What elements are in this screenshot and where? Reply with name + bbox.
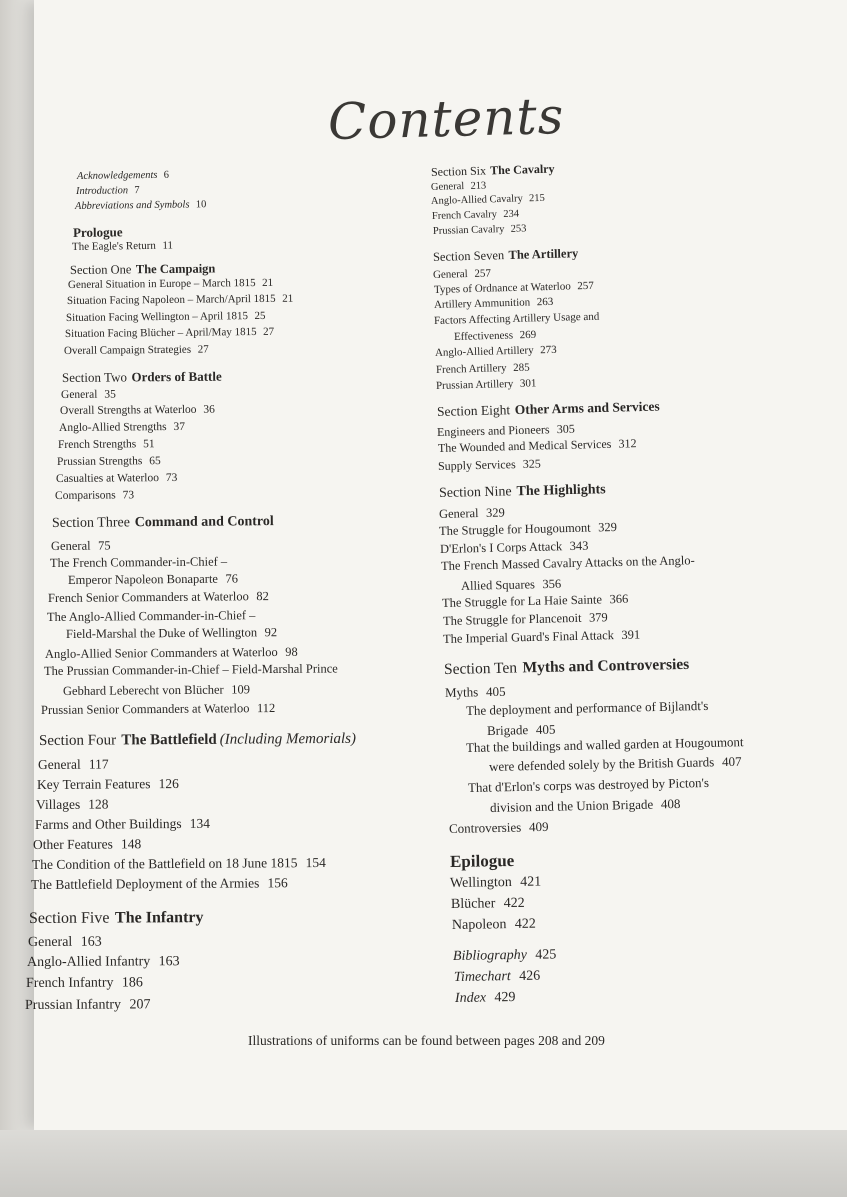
toc-entry [64,344,209,357]
toc-entry [455,991,516,1006]
section-heading [70,262,215,276]
toc-entry [450,876,541,891]
entry-page-number: 329 [598,519,618,535]
toc-entry [48,590,269,604]
entry-label: Comparisons [54,489,116,502]
page-title: Contents [327,86,565,152]
entry-label: General [27,934,73,950]
toc-entry [77,171,169,183]
entry-label: Prussian Strengths [56,455,143,468]
entry-page-number: 301 [519,377,537,390]
entry-label: Controversies [448,819,522,836]
entry-label: Farms and Other Buildings [34,815,182,832]
entry-label: Napoleon [451,917,507,933]
entry-page-number: 269 [519,328,537,342]
toc-entry [60,405,215,418]
entry-page-number: 126 [158,776,179,792]
entry-label: General [430,181,465,193]
toc-entry [41,702,275,717]
entry-label: Artillery Ammunition [433,296,531,311]
entry-label: Bibliography [452,947,527,964]
entry-page-number: 186 [121,975,143,991]
entry-page-number: 305 [556,421,575,437]
section-label: Section One [69,262,132,277]
toc-entry [55,490,134,502]
toc-entry [32,856,326,872]
toc-entry [57,456,161,468]
entry-page-number: 207 [129,997,151,1013]
entry-page-number: 117 [88,756,109,772]
toc-entry [65,327,274,340]
entry-page-number: 36 [203,403,215,416]
entry-page-number: 21 [282,292,294,305]
section-title: Myths and Controversies [522,655,690,677]
entry-label: Overall Campaign Strategies [63,343,192,357]
toc-entry [47,609,255,623]
entry-label: The Struggle for Plancenoit [442,610,582,628]
section-note: (Including Memorials) [219,730,357,748]
entry-label: Anglo-Allied Senior Commanders at Waterloo [44,644,278,661]
section-title: The Cavalry [489,161,555,178]
entry-label: French Artillery [435,362,507,376]
entry-page-number: 73 [122,489,135,502]
section-label: Section Three [51,515,130,531]
entry-page-number: 10 [195,199,207,211]
toc-entry [445,685,506,699]
entry-label: Gebhard Leberecht von Blücher [62,682,224,698]
entry-label: French Strengths [57,438,137,451]
entry-page-number: 426 [519,968,541,984]
toc-entry [487,723,556,737]
section-title: The Artillery [508,246,579,263]
section-heading [39,732,356,749]
entry-label: Index [454,990,487,1006]
entry-page-number: 257 [577,279,594,293]
entry-label: Casualties at Waterloo [55,472,160,485]
section-heading [62,370,222,384]
entry-label: The French Commander-in-Chief – [49,554,228,570]
toc-entry [66,311,266,324]
entry-label: Emperor Napoleon Bonaparte [67,571,219,587]
section-label: Section Ten [443,659,518,678]
entry-label: General [50,538,91,553]
entry-label: General Situation in Europe – March 1815 [67,277,256,291]
section-title: The Battlefield [121,731,217,749]
toc-entry [454,330,536,343]
entry-page-number: 75 [97,538,111,553]
entry-page-number: 253 [510,223,527,235]
entry-page-number: 82 [256,589,269,604]
section-heading [52,515,274,531]
toc-entry [63,683,250,697]
entry-page-number: 421 [520,874,542,890]
section-label: Section Four [38,732,117,749]
entry-label: The Struggle for Hougoumont [438,520,591,538]
footnote: Illustrations of uniforms can be found between pages 208 and 209 [248,1033,605,1048]
entry-page-number: 409 [528,818,549,835]
entry-label: Effectiveness [453,329,514,343]
toc-entry [451,897,525,912]
entry-label: Factors Affecting Artillery Usage and [433,310,600,327]
toc-entry [61,390,116,402]
toc-entry [72,241,173,253]
entry-page-number: 163 [80,934,102,950]
entry-label: Anglo-Allied Cavalry [430,193,523,207]
entry-label: That d'Erlon's corps was destroyed by Picton's [467,774,710,795]
entry-label: General [60,388,98,401]
entry-page-number: 405 [535,721,556,737]
entry-page-number: 405 [485,683,506,700]
entry-label: Situation Facing Napoleon – March/April 1815 [66,292,276,307]
toc-entry [28,936,102,950]
entry-page-number: 156 [267,875,288,891]
toc-entry [452,918,536,933]
entry-label: The Battlefield Deployment of the Armies [30,875,260,892]
entry-label: The Imperial Guard's Final Attack [442,628,615,646]
section-heading [29,910,204,927]
entry-label: French Infantry [25,975,114,991]
entry-page-number: 27 [197,343,209,356]
section-title: The Highlights [516,482,606,500]
section-title: The Infantry [114,909,204,927]
toc-entry [67,294,293,307]
entry-label: Supply Services [437,457,516,473]
section-label: Section Six [430,163,487,179]
toc-entry [75,200,206,212]
entry-page-number: 92 [264,625,278,640]
toc-entry [25,998,151,1013]
entry-page-number: 98 [285,644,298,659]
entry-label: Introduction [75,185,129,197]
entry-label: Anglo-Allied Strengths [58,421,167,434]
entry-label: Prussian Infantry [24,997,122,1013]
toc-entry [51,539,111,552]
entry-page-number: 213 [470,180,487,192]
section-heading [431,163,555,178]
toc-entry [50,555,227,569]
entry-label: Wellington [449,875,512,891]
entry-label: The Condition of the Battlefield on 18 June 1815 [31,855,298,872]
entry-label: Acknowledgements [76,169,158,182]
entry-label: The Struggle for La Haie Sainte [441,592,603,610]
section-title: Other Arms and Services [514,398,660,418]
entry-label: D'Erlon's I Corps Attack [439,539,563,556]
entry-page-number: 163 [158,954,180,970]
toc-entry [35,817,210,832]
entry-label: Villages [35,796,81,812]
entry-page-number: 109 [231,682,251,697]
entry-page-number: 408 [660,796,681,812]
entry-label: The Anglo-Allied Commander-in-Chief – [46,608,256,624]
entry-page-number: 422 [514,916,536,933]
entry-page-number: 356 [542,576,562,592]
entry-label: The deployment and performance of Bijlandt's [465,697,709,718]
entry-label: Prussian Artillery [435,377,514,392]
entry-page-number: 325 [522,456,541,471]
toc-entry [56,473,177,486]
toc-entry [438,457,541,472]
entry-page-number: 257 [474,267,492,280]
entry-label: The Wounded and Medical Services [437,436,612,455]
entry-label: Engineers and Pioneers [436,422,550,439]
entry-page-number: 407 [721,753,742,770]
section-label: Section Two [61,369,128,385]
toc-entry [68,573,238,587]
entry-page-number: 51 [143,438,155,451]
entry-page-number: 312 [618,436,637,451]
entry-page-number: 6 [163,169,170,181]
toc-entry [27,955,180,970]
section-title: Orders of Battle [131,368,222,385]
entry-label: General [438,506,479,521]
entry-page-number: 37 [173,420,186,434]
entry-page-number: 73 [165,471,178,485]
toc-entry [453,948,556,964]
section-label: Section Nine [438,484,512,501]
entry-label: The Eagle's Return [71,239,156,253]
entry-page-number: 7 [134,185,140,197]
entry-page-number: 11 [162,239,174,252]
entry-page-number: 379 [588,610,608,625]
entry-page-number: 65 [149,455,161,468]
entry-label: General [432,268,468,281]
entry-page-number: 425 [535,947,557,963]
toc-entry [58,439,155,451]
entry-page-number: 112 [256,700,276,716]
entry-page-number: 215 [528,192,545,205]
prologue-title: Prologue [72,224,123,240]
toc-entry [26,976,143,991]
toc-entry [454,970,540,985]
entry-label: Brigade [486,722,529,738]
toc-entry [76,186,140,197]
entry-page-number: 234 [503,208,520,221]
entry-page-number: 329 [485,505,505,520]
entry-page-number: 128 [88,796,109,812]
entry-page-number: 35 [104,388,116,401]
entry-page-number: 154 [305,854,326,871]
entry-label: French Senior Commanders at Waterloo [47,589,249,605]
entry-label: Prussian Cavalry [432,224,505,237]
entry-page-number: 391 [621,627,641,642]
toc-entry [38,758,109,772]
section-label: Section Eight [436,402,511,419]
entry-page-number: 285 [512,361,530,374]
toc-entry [490,797,681,814]
entry-label: General [37,756,81,772]
epilogue-heading [450,852,515,870]
toc-entry [461,578,561,593]
entry-label: Situation Facing Blücher – April/May 1815 [64,325,257,340]
entry-page-number: 422 [503,895,525,912]
entry-label: Abbreviations and Symbols [74,199,190,212]
toc-entry [449,820,549,835]
entry-label: Types of Ordnance at Waterloo [433,280,571,296]
entry-page-number: 76 [225,571,239,586]
section-title: Command and Control [134,514,274,531]
entry-page-number: 366 [609,591,629,607]
entry-page-number: 21 [262,276,274,289]
entry-label: division and the Union Brigade [489,796,654,815]
entry-label: French Cavalry [431,209,498,222]
entry-label: Anglo-Allied Artillery [434,344,534,359]
toc-entry [33,837,141,851]
toc-entry [439,507,505,521]
toc-entry [68,278,273,291]
toc-entry [59,422,185,435]
entry-label: Situation Facing Wellington – April 1815 [65,310,248,324]
prologue-heading [73,225,123,239]
entry-page-number: 343 [569,538,589,554]
entry-page-number: 134 [189,815,211,831]
entry-label: Allied Squares [460,577,536,593]
toc-entry [66,626,277,640]
toc-entry [36,797,109,811]
entry-label: The French Massed Cavalry Attacks on the Anglo- [440,553,695,573]
entry-label: Key Terrain Features [36,776,151,792]
toc-entry [431,181,487,193]
epilogue-title: Epilogue [449,850,515,871]
entry-label: That the buildings and walled garden at Hougoumont [465,734,744,755]
entry-label: The Prussian Commander-in-Chief – Field-Marshal Prince [43,661,338,678]
entry-page-number: 429 [494,990,516,1006]
toc-entry [433,268,491,281]
section-label: Section Seven [432,248,505,264]
entry-page-number: 27 [263,325,275,338]
entry-page-number: 273 [540,343,557,357]
toc-entry [31,876,288,891]
entry-label: Prussian Senior Commanders at Waterloo [40,701,250,717]
toc-entry [45,646,298,661]
entry-label: Blücher [450,896,496,912]
entry-label: were defended solely by the British Guards [488,754,715,774]
toc-entry [44,662,338,677]
entry-page-number: 148 [120,836,142,852]
entry-label: Overall Strengths at Waterloo [59,403,197,417]
entry-label: Anglo-Allied Infantry [26,954,151,970]
entry-page-number: 25 [254,309,266,323]
section-label: Section Five [28,909,110,927]
table-surface [0,1130,847,1197]
entry-label: Timechart [453,969,511,985]
section-title: The Campaign [135,261,216,277]
entry-label: Myths [444,684,479,700]
entry-page-number: 263 [536,295,554,309]
entry-label: Field-Marshal the Duke of Wellington [65,625,258,641]
entry-label: Other Features [32,836,113,852]
toc-entry [37,777,179,791]
